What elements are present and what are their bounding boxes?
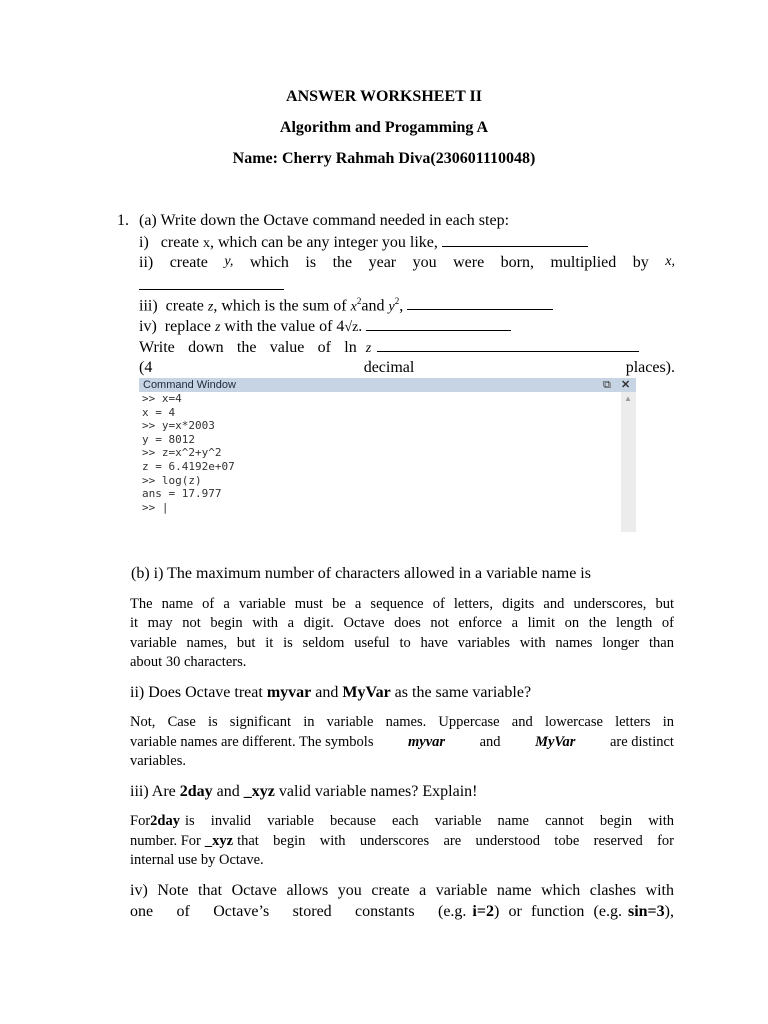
part-b-iii-question: iii) Are 2day and _xyz valid variable names? Explain!	[130, 783, 478, 800]
step-iii: iii) create z, which is the sum of $x^2and$ $y^2$,	[139, 296, 553, 315]
part-b-i-answer-2: it may not begin with a digit. Octave does not enforce a limit on the length of	[130, 615, 674, 631]
part-b-iv-line-2: one of Octave’s stored constants (e.g. i=2 ) or function (e.g. sin=3 ),	[130, 903, 674, 920]
answer-blank	[442, 233, 588, 247]
part-b-iii-answer-2: number. For _xyz that begin with underscores are understood tobe reserved for	[130, 833, 674, 849]
student-name: Name: Cherry Rahmah Diva(230601110048)	[232, 150, 536, 167]
command-line: >> x=4	[142, 392, 182, 405]
command-line: >> y=x*2003	[142, 419, 215, 433]
command-prompt[interactable]: >> |	[142, 500, 169, 514]
part-b-ii-question: ii) Does Octave treat myvar and MyVar as the same variable?	[130, 684, 532, 701]
command-line: x = 4	[142, 405, 176, 419]
course-name: Algorithm and Progamming A	[279, 119, 489, 136]
step-ii: ii) create y, which is the year you were born, multiplied by x,	[139, 254, 675, 271]
command-window-title: Command Window	[143, 379, 236, 391]
command-window-titlebar	[139, 378, 636, 392]
answer-blank	[366, 317, 511, 331]
step-i-label: i)	[139, 234, 149, 251]
undock-icon[interactable]: ⧉	[603, 379, 611, 391]
scrollbar[interactable]	[621, 392, 636, 532]
part-b-iv-line-1: iv) Note that Octave allows you create a variable name which clashes with	[130, 882, 674, 899]
command-line: >> z=x^2+y^2	[142, 446, 222, 460]
write-down-line: Write down the value of ln z	[139, 338, 639, 357]
part-b-ii-answer-2: variable names are different. The symbols myvar and MyVar are distinct	[130, 734, 674, 750]
command-output[interactable]	[139, 392, 621, 532]
part-b-i-answer-3: variable names, but it is seldom useful to have variables with names longer than	[130, 635, 674, 651]
part-b-ii-answer-3: variables.	[130, 753, 186, 769]
command-line: y = 8012	[142, 432, 195, 446]
question-part-a: (a) Write down the Octave command needed in each step:	[139, 212, 510, 229]
part-b-iii-answer-3: internal use by Octave.	[130, 852, 264, 868]
answer-blank	[407, 296, 553, 310]
part-b-i-answer-1: The name of a variable must be a sequence of letters, digits and underscores, but	[130, 596, 674, 612]
step-iv: iv) replace z with the value of 4√z.	[139, 317, 511, 336]
step-i: i) create x, which can be any integer you like,	[139, 233, 588, 252]
decimal-places-line: (4 decimal places).	[139, 359, 675, 376]
part-b-ii-answer-1: Not, Case is significant in variable names. Uppercase and lowercase letters in	[130, 714, 674, 730]
answer-blank	[377, 338, 639, 352]
part-b-i-answer-4: about 30 characters.	[130, 654, 247, 670]
worksheet-title: ANSWER WORKSHEET II	[286, 88, 482, 105]
command-line: >> log(z)	[142, 473, 202, 487]
question-number: 1.	[117, 212, 129, 229]
command-line: ans = 17.977	[142, 487, 222, 501]
close-icon[interactable]: ✕	[621, 379, 631, 391]
scroll-up-icon[interactable]: ▲	[624, 394, 632, 403]
answer-blank	[139, 276, 284, 290]
part-b-iii-answer-1: For 2day is invalid variable because each variable name cannot begin with	[130, 813, 674, 829]
part-b-i-question: (b) i) The maximum number of characters allowed in a variable name is	[131, 565, 591, 582]
step-ii-blank	[139, 276, 284, 295]
command-line: z = 6.4192e+07	[142, 459, 235, 473]
command-window	[139, 378, 636, 532]
